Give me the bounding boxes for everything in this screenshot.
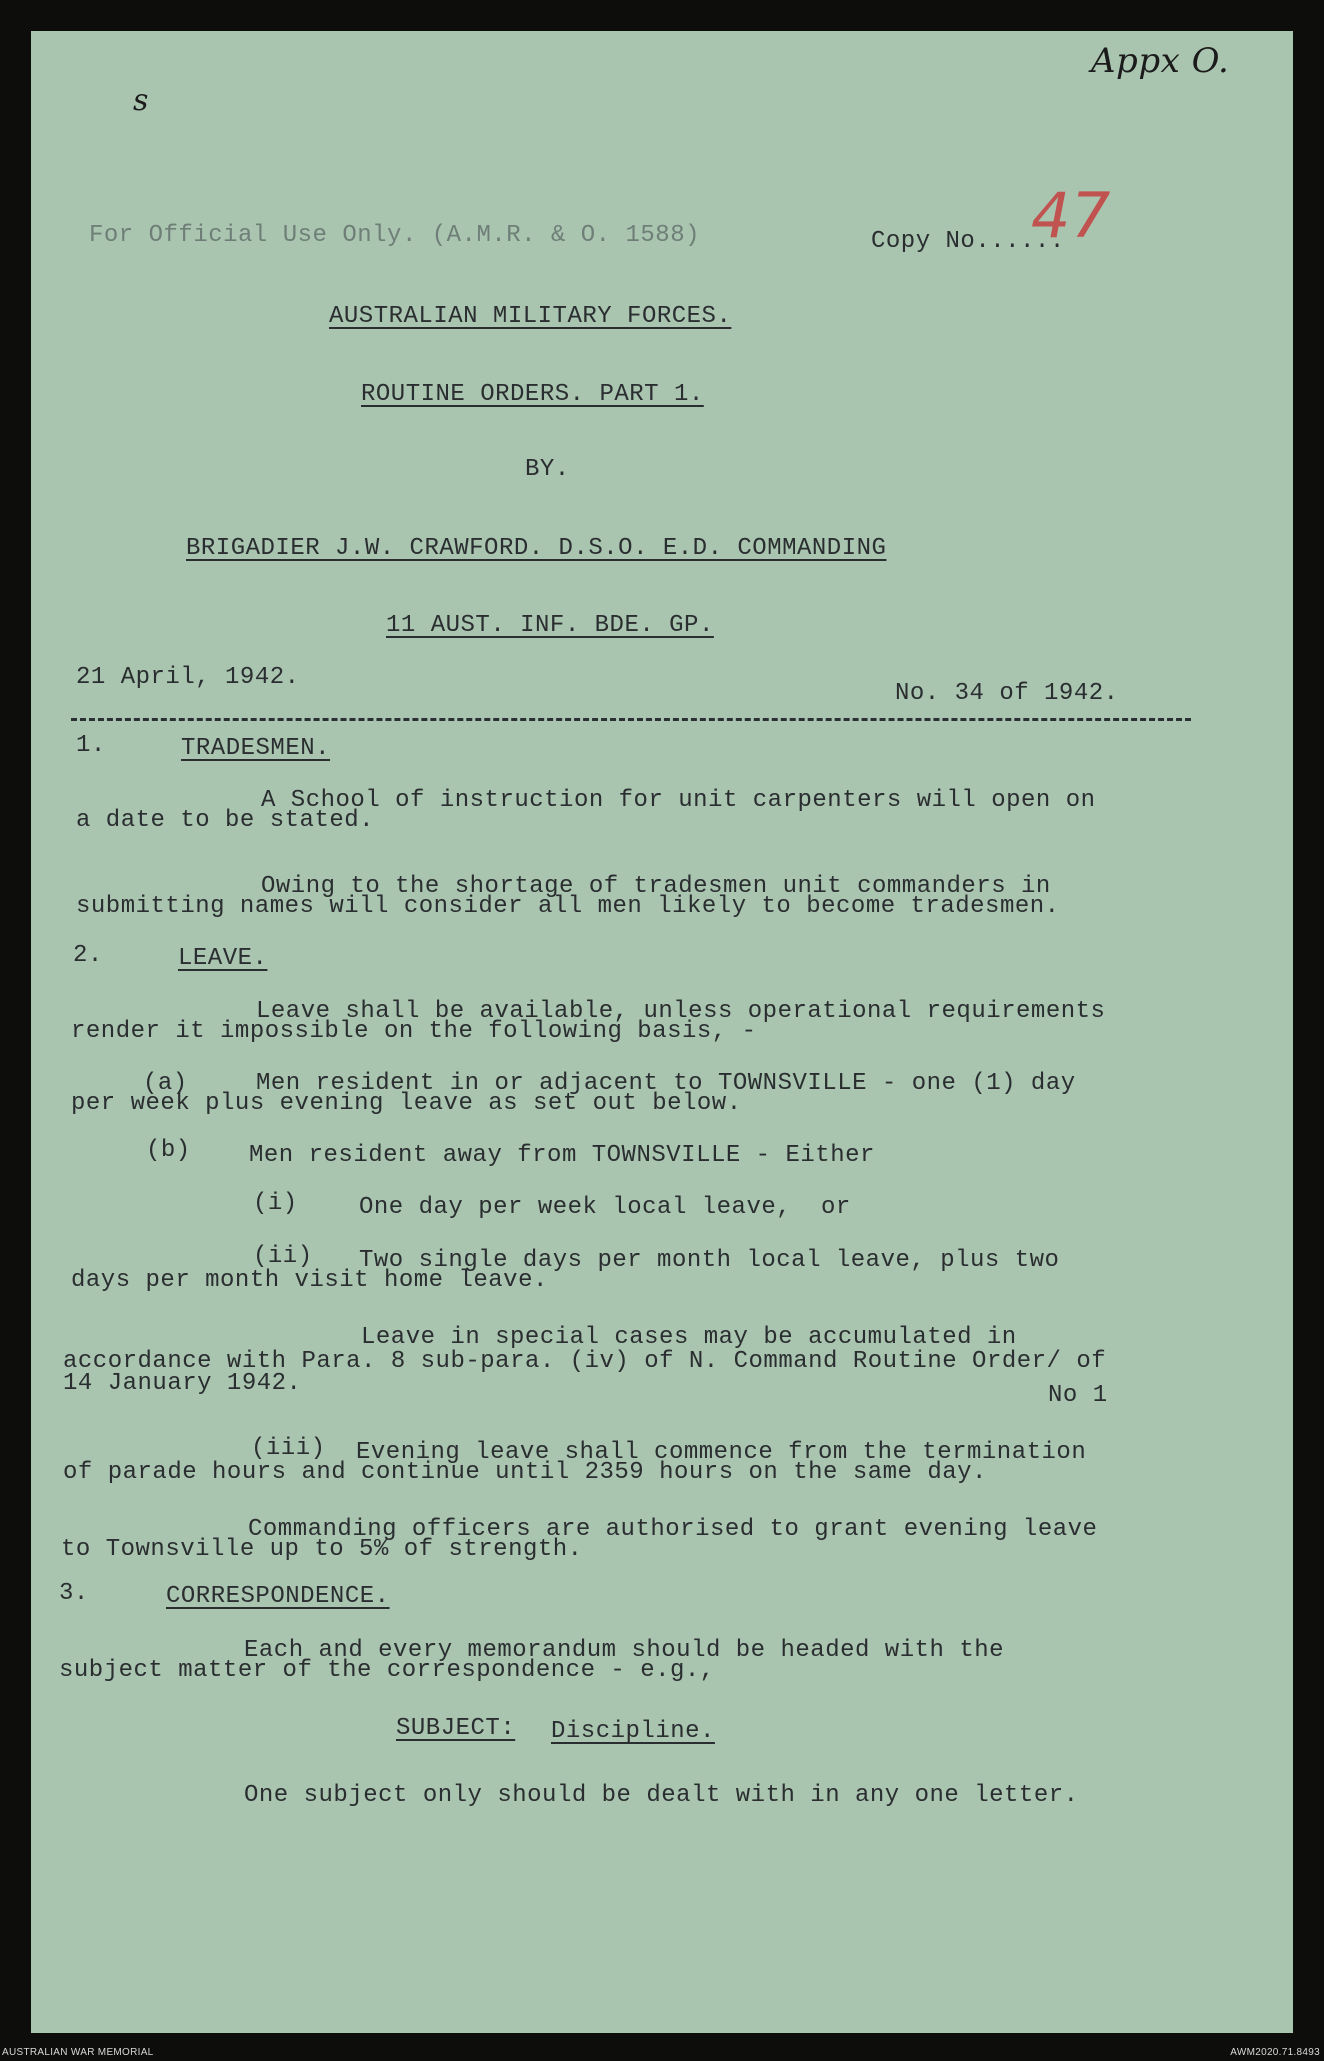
section-2-line: Evening leave shall commence from the termination xyxy=(356,1439,1087,1466)
section-3-line: Each and every memorandum should be headed with the xyxy=(244,1637,1005,1664)
section-2-line: Commanding officers are authorised to grant evening leave xyxy=(248,1516,1098,1543)
section-2-line: days per month visit home leave. xyxy=(71,1267,548,1294)
section-1-heading: TRADESMEN. xyxy=(181,735,331,762)
section-2-number: 2. xyxy=(73,942,103,969)
official-use-line: For Official Use Only. (A.M.R. & O. 1588) xyxy=(89,222,700,249)
order-date: 21 April, 1942. xyxy=(76,664,300,691)
section-2-line: No 1 xyxy=(1048,1382,1108,1409)
section-2-line: to Townsville up to 5% of strength. xyxy=(61,1536,583,1563)
section-2-line: Leave in special cases may be accumulated in xyxy=(361,1324,1017,1351)
by-line: BY. xyxy=(525,456,570,483)
copy-label: Copy No...... xyxy=(871,228,1065,255)
section-2-heading: LEAVE. xyxy=(178,945,268,972)
section-2-line: Leave shall be available, unless operational requirements xyxy=(256,998,1106,1025)
document-title: AUSTRALIAN MILITARY FORCES. xyxy=(329,303,732,330)
section-3-heading: CORRESPONDENCE. xyxy=(166,1583,390,1610)
section-1-line: submitting names will consider all men likely to become tradesmen. xyxy=(76,893,1060,920)
section-2-line: Men resident in or adjacent to TOWNSVILLE - one (1) day xyxy=(256,1070,1076,1097)
commander-line: BRIGADIER J.W. CRAWFORD. D.S.O. E.D. COMMANDING xyxy=(186,535,887,562)
section-2-line: per week plus evening leave as set out below. xyxy=(71,1090,742,1117)
section-2-line: Two single days per month local leave, plus two xyxy=(359,1247,1060,1274)
footer-left: AUSTRALIAN WAR MEMORIAL xyxy=(2,2047,154,2058)
section-2-line: (i) xyxy=(253,1190,298,1217)
appx-annotation: Appx O. xyxy=(1091,41,1230,81)
document-page xyxy=(31,31,1293,2033)
subject-value: Discipline. xyxy=(551,1718,715,1745)
section-2-line: Men resident away from TOWNSVILLE - Either xyxy=(249,1142,875,1169)
section-1-number: 1. xyxy=(76,732,106,759)
section-2-line: (ii) xyxy=(253,1243,313,1270)
section-2-line: of parade hours and continue until 2359 hours on the same day. xyxy=(63,1459,987,1486)
section-2-line: (a) xyxy=(143,1070,188,1097)
document-subtitle: ROUTINE ORDERS. PART 1. xyxy=(361,381,704,408)
section-2-line: (b) xyxy=(146,1137,191,1164)
section-2-line: One day per week local leave, or xyxy=(359,1194,851,1221)
section-2-line: accordance with Para. 8 sub-para. (iv) of N. Command Routine Order/ of xyxy=(63,1348,1107,1375)
section-3-number: 3. xyxy=(59,1580,89,1607)
header-divider xyxy=(71,718,1191,721)
handwritten-mark: s xyxy=(133,83,149,118)
section-3-line: One subject only should be dealt with in any one letter. xyxy=(244,1782,1079,1809)
section-2-line: 14 January 1942. xyxy=(63,1370,302,1397)
formation-line: 11 AUST. INF. BDE. GP. xyxy=(386,612,714,639)
copy-number: 47 xyxy=(1031,179,1111,252)
order-number: No. 34 of 1942. xyxy=(895,680,1119,707)
section-1-line: Owing to the shortage of tradesmen unit commanders in xyxy=(261,873,1051,900)
section-1-line: A School of instruction for unit carpenters will open on xyxy=(261,787,1096,814)
section-1-line: a date to be stated. xyxy=(76,807,375,834)
section-2-line: (iii) xyxy=(251,1435,326,1462)
section-2-line: render it impossible on the following basis, - xyxy=(71,1018,757,1045)
subject-label: SUBJECT: xyxy=(396,1715,516,1742)
footer-right: AWM2020.71.8493 xyxy=(1230,2047,1320,2058)
section-3-line: subject matter of the correspondence - e.g., xyxy=(59,1657,715,1684)
